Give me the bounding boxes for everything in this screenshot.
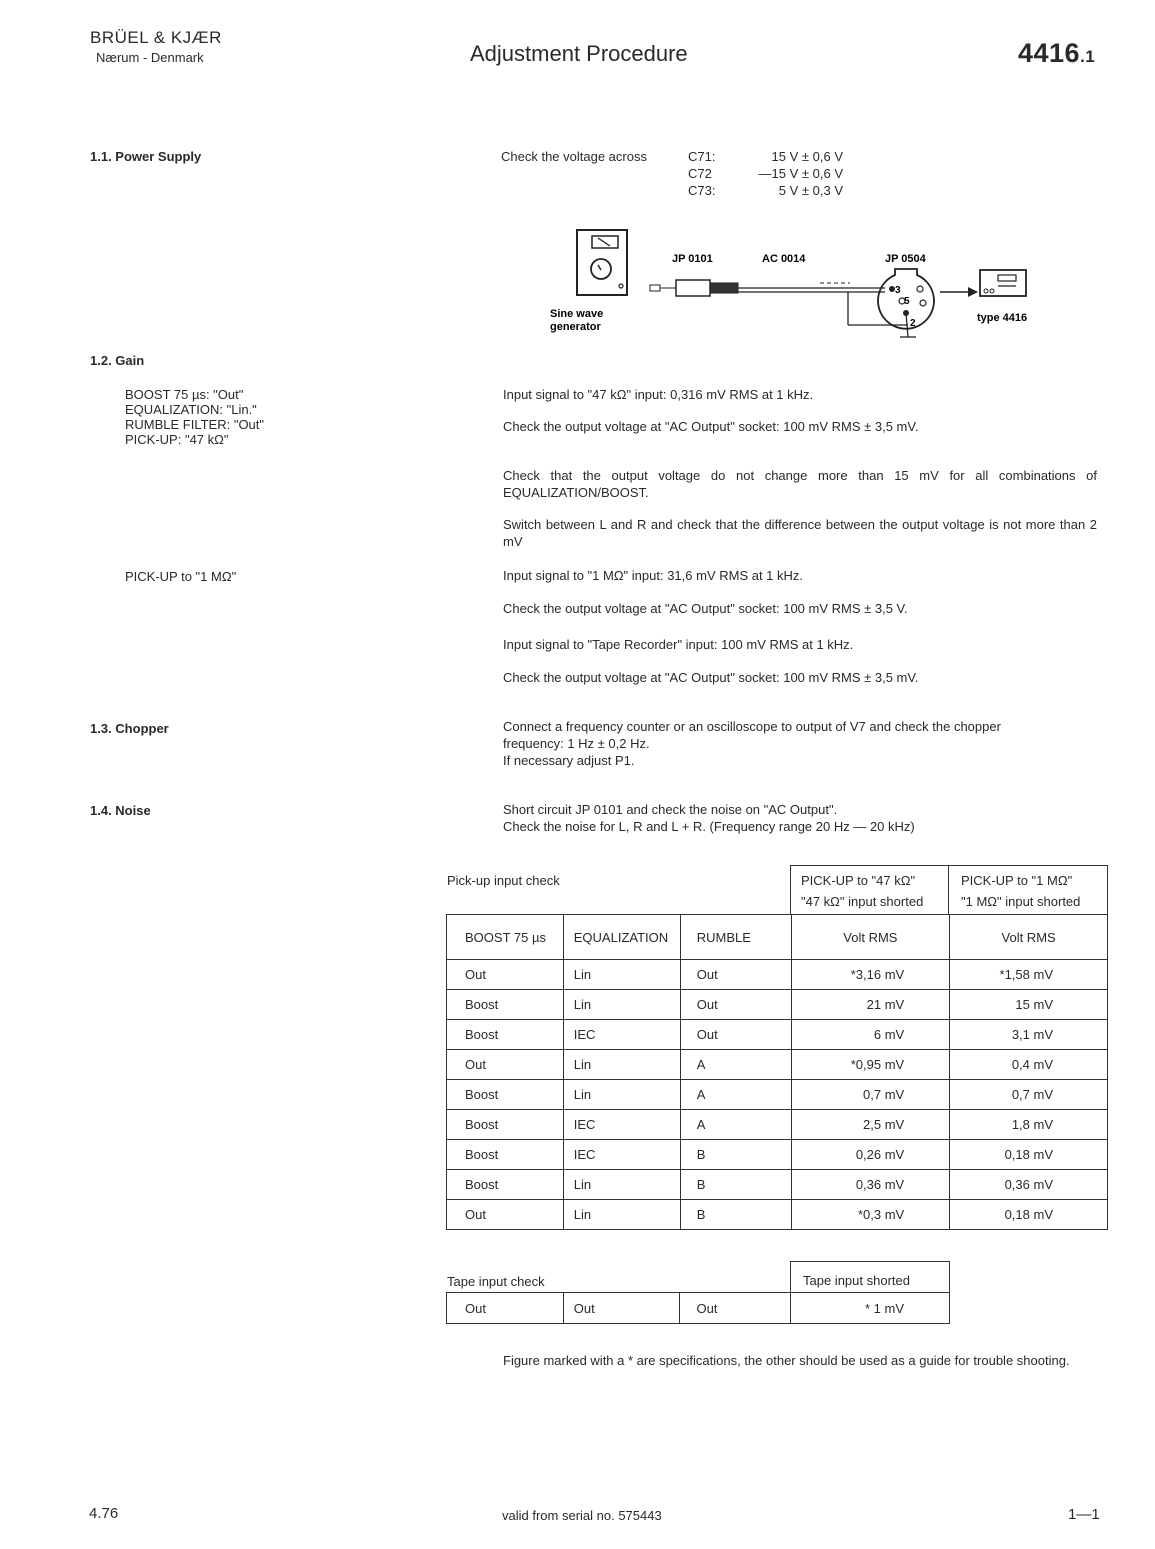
chopper-line-1: Connect a frequency counter or an oscilloscope to output of V7 and check the chopper	[503, 719, 1001, 734]
setting-pickup: PICK-UP: "47 kΩ"	[125, 432, 229, 447]
page-title: Adjustment Procedure	[470, 41, 688, 66]
document-number	[1018, 38, 1095, 69]
gain-step-8: Check the output voltage at "AC Output" socket: 100 mV RMS ± 3,5 mV.	[503, 670, 919, 685]
component-c72: C72	[688, 166, 712, 181]
cell-volt-1m: 0,4 mV	[950, 1050, 1108, 1080]
col-header-boost: BOOST 75 µs	[447, 915, 564, 960]
table-row	[447, 1140, 1108, 1170]
chopper-text	[503, 718, 1097, 769]
cell-boost: Boost	[447, 1080, 564, 1110]
noise-line-1: Short circuit JP 0101 and check the noise on "AC Output".	[503, 802, 838, 817]
gain-step-4: Switch between L and R and check that the difference between the output voltage is not more than 2 mV	[503, 517, 1097, 549]
section-heading-noise: 1.4. Noise	[90, 803, 151, 818]
cell-volt-1m: 0,7 mV	[950, 1080, 1108, 1110]
cell-volt-1m: 15 mV	[950, 990, 1108, 1020]
cell-boost: Out	[447, 1293, 564, 1324]
voltage-c73: 5 V ± 0,3 V	[778, 183, 843, 198]
table-row	[447, 990, 1108, 1020]
pickup-group-47k-line-1: PICK-UP to "47 kΩ"	[801, 873, 916, 888]
cell-rumble: A	[680, 1080, 791, 1110]
jp0504-label: JP 0504	[885, 253, 926, 265]
arrow-right-icon	[940, 287, 978, 297]
setting-boost: BOOST 75 µs: "Out"	[125, 387, 244, 402]
cell-volt-47k: *0,3 mV	[791, 1200, 950, 1230]
cell-equalization: Lin	[563, 1080, 680, 1110]
generator-label-1: Sine wave	[550, 308, 604, 320]
table-row	[447, 1080, 1108, 1110]
connection-diagram	[540, 225, 1060, 345]
cell-volt-47k: 6 mV	[791, 1020, 950, 1050]
footer-validity: valid from serial no. 575443	[502, 1508, 662, 1523]
setting-pickup-1m: PICK-UP to "1 MΩ"	[125, 569, 237, 584]
cell-volt-1m: 1,8 mV	[950, 1110, 1108, 1140]
cell-volt-47k: *3,16 mV	[791, 960, 950, 990]
cell-equalization: IEC	[563, 1020, 680, 1050]
gain-settings-list	[125, 387, 264, 447]
sine-wave-generator-icon	[577, 230, 627, 295]
cell-rumble: Out	[680, 1293, 791, 1324]
cell-volt-1m: 0,18 mV	[950, 1200, 1108, 1230]
cell-volt-47k: *0,95 mV	[791, 1050, 950, 1080]
gain-step-1: Input signal to "47 kΩ" input: 0,316 mV RMS at 1 kHz.	[503, 387, 814, 402]
table-row	[447, 1170, 1108, 1200]
cell-volt-1m: 0,18 mV	[950, 1140, 1108, 1170]
noise-line-2: Check the noise for L, R and L + R. (Frequency range 20 Hz — 20 kHz)	[503, 819, 915, 834]
cell-volt-1m: 3,1 mV	[950, 1020, 1108, 1050]
component-c71: C71:	[688, 149, 716, 164]
cell-equalization: IEC	[563, 1140, 680, 1170]
cell-rumble: A	[680, 1050, 791, 1080]
table-row	[447, 1293, 950, 1324]
pickup-group-header-47k	[790, 865, 949, 915]
pickup-check-table	[446, 914, 1108, 1230]
table-row	[447, 1020, 1108, 1050]
gain-step-5: Input signal to "1 MΩ" input: 31,6 mV RMS at 1 kHz.	[503, 568, 804, 583]
cell-equalization: Lin	[563, 960, 680, 990]
footer-date: 4.76	[89, 1505, 119, 1522]
ac0014-label: AC 0014	[762, 253, 806, 265]
cell-boost: Boost	[447, 1020, 564, 1050]
cell-rumble: B	[680, 1140, 791, 1170]
col-header-equalization: EQUALIZATION	[563, 915, 680, 960]
pickup-group-47k-line-2: "47 kΩ" input shorted	[801, 894, 924, 909]
cell-volt-1m: 0,36 mV	[950, 1170, 1108, 1200]
section-heading-gain: 1.2. Gain	[90, 353, 145, 368]
footer-page-number: 1—1	[1068, 1506, 1100, 1523]
section-heading-chopper: 1.3. Chopper	[90, 721, 169, 736]
gain-step-2: Check the output voltage at "AC Output" socket: 100 mV RMS ± 3,5 mV.	[503, 419, 919, 434]
chopper-line-2: frequency: 1 Hz ± 0,2 Hz.	[503, 736, 650, 751]
cell-rumble: Out	[680, 1020, 791, 1050]
tape-header: Tape input shorted	[790, 1261, 950, 1293]
pickup-table-caption: Pick-up input check	[447, 873, 560, 888]
cell-boost: Out	[447, 1050, 564, 1080]
voltage-list	[735, 148, 843, 199]
noise-text	[503, 801, 1097, 835]
tape-table-caption: Tape input check	[447, 1274, 545, 1289]
pickup-group-1m-line-2: "1 MΩ" input shorted	[961, 894, 1081, 909]
tape-check-table	[446, 1292, 950, 1324]
cell-rumble: B	[680, 1200, 791, 1230]
section-heading-power-supply: 1.1. Power Supply	[90, 149, 202, 164]
document-number-main: 4416	[1018, 38, 1081, 68]
amplifier-device-icon	[980, 270, 1026, 296]
col-header-rumble: RUMBLE	[680, 915, 791, 960]
cell-boost: Boost	[447, 990, 564, 1020]
table-row	[447, 1200, 1108, 1230]
company-name: BRÜEL & KJÆR	[90, 28, 222, 47]
specification-note: Figure marked with a * are specifications, the other should be used as a guide for trouble shooting.	[503, 1353, 1070, 1368]
cell-tape-volt: * 1 mV	[791, 1293, 950, 1324]
cell-volt-47k: 2,5 mV	[791, 1110, 950, 1140]
company-location: Nærum - Denmark	[96, 50, 204, 65]
pickup-group-header-1m	[949, 865, 1108, 915]
cell-rumble: Out	[680, 960, 791, 990]
cell-boost: Out	[447, 960, 564, 990]
cell-volt-47k: 0,36 mV	[791, 1170, 950, 1200]
device-label: type 4416	[977, 312, 1028, 324]
cell-rumble: Out	[680, 990, 791, 1020]
cell-boost: Boost	[447, 1110, 564, 1140]
cell-boost: Boost	[447, 1140, 564, 1170]
pin-2-label: 2	[910, 318, 916, 329]
gain-step-3: Check that the output voltage do not change more than 15 mV for all combinations of EQUALIZATION/BOOST.	[503, 468, 1097, 500]
table-row	[447, 1110, 1108, 1140]
cell-equalization: Lin	[563, 990, 680, 1020]
pin-5-label: 5	[904, 296, 910, 307]
cell-equalization: Lin	[563, 1050, 680, 1080]
pin-3-label: 3	[895, 285, 901, 296]
voltage-check-label: Check the voltage across	[501, 149, 647, 164]
cell-boost: Out	[447, 1200, 564, 1230]
cell-equalization: Lin	[563, 1200, 680, 1230]
voltage-c72: —15 V ± 0,6 V	[758, 166, 843, 181]
pickup-table-header-row	[447, 915, 1108, 960]
cell-rumble: A	[680, 1110, 791, 1140]
voltage-c71: 15 V ± 0,6 V	[771, 149, 843, 164]
col-header-volt-1m: Volt RMS	[950, 915, 1108, 960]
cable-icon	[738, 283, 908, 325]
cell-equalization: Out	[563, 1293, 680, 1324]
setting-rumble-filter: RUMBLE FILTER: "Out"	[125, 417, 265, 432]
plug-icon	[650, 280, 738, 296]
component-c73: C73:	[688, 183, 716, 198]
gain-step-7: Input signal to "Tape Recorder" input: 100 mV RMS at 1 kHz.	[503, 637, 854, 652]
cell-equalization: IEC	[563, 1110, 680, 1140]
cell-volt-1m: *1,58 mV	[950, 960, 1108, 990]
cell-rumble: B	[680, 1170, 791, 1200]
jp0101-label: JP 0101	[672, 253, 713, 265]
table-row	[447, 1050, 1108, 1080]
cell-boost: Boost	[447, 1170, 564, 1200]
cell-volt-47k: 0,26 mV	[791, 1140, 950, 1170]
setting-equalization: EQUALIZATION: "Lin."	[125, 402, 257, 417]
table-row	[447, 960, 1108, 990]
pickup-group-1m-line-1: PICK-UP to "1 MΩ"	[961, 873, 1073, 888]
cell-volt-47k: 0,7 mV	[791, 1080, 950, 1110]
chopper-line-3: If necessary adjust P1.	[503, 753, 635, 768]
cell-equalization: Lin	[563, 1170, 680, 1200]
gain-step-6: Check the output voltage at "AC Output" socket: 100 mV RMS ± 3,5 V.	[503, 601, 908, 616]
generator-label-2: generator	[550, 321, 601, 333]
document-number-suffix: .1	[1080, 47, 1096, 66]
col-header-volt-47k: Volt RMS	[791, 915, 950, 960]
component-list	[688, 148, 715, 199]
cell-volt-47k: 21 mV	[791, 990, 950, 1020]
